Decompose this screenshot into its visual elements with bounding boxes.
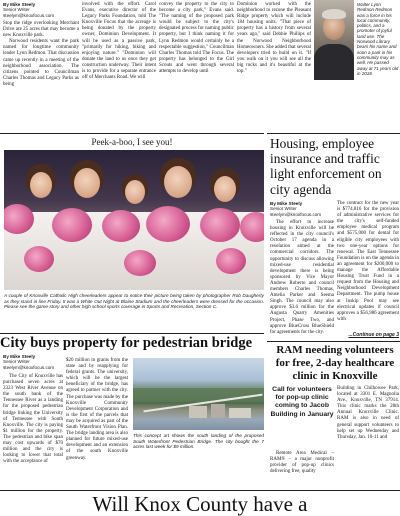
divider-right-top xyxy=(267,133,400,134)
pedestrian-headline: City buys property for pedestrian bridge xyxy=(0,335,253,351)
park-para1: Stop the ridge overlooking Merchant Drive are 25 acres that may become a new Knoxville park. xyxy=(3,21,79,39)
park-col1 xyxy=(3,21,79,88)
pedestrian-col1: The City of Knoxville has purchased seven acres at 2323 West River Avenue on the south bank of the Tennessee River as a landing for the proposed pedestrian bridge linking the University of Tennessee with South Knoxville. The city is paying $1 million for the property. The pedestrian and bike span may cost upwards of $70 million and the city is looking to lower that total with the acceptance of xyxy=(3,374,63,465)
housing-col2: The contract for the new year is $774,816 for the provision of administrative services for the city's self-funded employee medical program and $575,000 for dental for eligible city employees with two one-year options for renewal. The East Tennessee Foundation is on the agenda in an agreement for $200,000 to manage the Affordable Housing Trust Fund in a request from the Housing and Neighborhood Development Department. The pump house at Inskip Pool may see electrical updates if council approves a $56,986 agreement with xyxy=(337,201,399,322)
byline-name: By Mike Steely xyxy=(3,2,36,7)
ram-col2: Building in Chilhowee Park, located at 3301 E. Magnolia Ave., Knoxville, TN 37914. This clinic marks the 28th Annual Knoxville Clinic. RAM is also in need of general support volunteers to help set up Wednesday and Thursday, Jan. 10-11 and xyxy=(337,386,399,440)
park-para2: Norwood residents want the park named for longtime community leader Lynn Redmon. That discussion came up recently in a meeting of the neighborhood association. The citizens pointed to Councilman Charles Thomas and Legacy Parks as being xyxy=(3,39,79,87)
housing-col1: The effort to increase housing in Knoxville will be reflected in the city council's October 17 agenda in a resolution aimed at the commercial corridors. The opportunity to discuss allowing mixed-use residential development there is being sponsored by Vice Mayor Andrew Roberto and council members Charles Thomas, Amelia Parker and Seema Singh. The council may also approve $3.6 million for the Augusta Quarry Amenities Project, Phase Two, and approve BlueCross BlueShield for agreements for the city. xyxy=(270,220,334,335)
redmon-caption: Walter Lynn Redmon Redmon was a force in his local community, politics, and a promoter of joyful land use. The Norwood Library bears his name and soon a park in his community may as well. He passed away at 71 years old in 2018. xyxy=(357,2,399,76)
park-col4: Dominion worked with the neighborhood to rezone the Pleasant Ridge property which will include 184 housing units. "That piece of property has a history from several years ago," said Debbie Phillips of the Norwood Neighborhood Homeowners. She added that several developers tried to build on it. "If you walk on it you will see all the big rocks and it's beautiful at the top." xyxy=(237,2,312,75)
pedestrian-col2: $20 million in grants from the state and by reapplying for federal grants. The university, which will be the largest beneficiary of the bridge, has agreed to partner with the city. The purchase was made by the Knoxville Community Development Corporation and is the first of the parcels that may be acquired as part of the South Waterfront Vision Plan. The bridge landing area is also planned for future mixed-use development and an extension of the south Knoxville greenway. xyxy=(66,358,128,461)
south-landing-concept-photo xyxy=(133,358,264,430)
ram-col1: Remote Area Medical – RAM® – a major nonprofit provider of pop-up clinics delivering free, quality xyxy=(270,451,334,475)
divider-right-ram xyxy=(267,341,400,342)
divider-top xyxy=(0,133,264,134)
byline-email: steelym@knoxfocus.com xyxy=(3,12,55,18)
ram-headline: RAM needing volunteers for free, 2-day healthcare clinic in Knoxville xyxy=(275,344,395,382)
park-col3: convey the property to the city to become a city park," Evans said. "The naming of the proposed park would be subject to the city's designated process for naming public property, but I think naming it for Lynn Redmon would certainly be a respectable suggestion," Councilman Charles Thomas told The Focus. The property has belonged to the Girl Scouts and went through several attempts to develop until xyxy=(159,2,234,75)
peekaboo-headline: Peek-a-boo, I see you! xyxy=(91,137,173,147)
housing-byline xyxy=(270,201,334,217)
byline-name: By Mike Steely xyxy=(270,201,303,206)
continue-link[interactable]: ...Continue on page 3 xyxy=(348,332,399,338)
park-byline xyxy=(3,2,81,18)
byline-email: steelym@knoxfocus.com xyxy=(3,364,55,370)
housing-headline: Housing, employee insurance and traffic light enforcement on city agenda xyxy=(270,136,382,197)
peekaboo-caption: A couple of Knoxville Catholic High cheerleaders appear to notice their picture being taken by photographer Rob Daugherty as they stand in line Friday. It was a White Out Night at Blaine Stadium and the cheerleaders were dressed for the occasion. Please see the game story and other high school sports coverage in Sports and Recreation, Section C. xyxy=(4,293,264,310)
byline-name: By Mike Steely xyxy=(3,354,36,359)
bottom-headline: Will Knox County have a xyxy=(92,492,308,516)
byline-email: steelym@knoxfocus.com xyxy=(270,211,322,217)
pedestrian-byline xyxy=(3,354,73,370)
divider-mid xyxy=(0,333,264,334)
park-col2: involved with the effort. Carol Evans, executive director of the Legacy Parks Foundation, told The Knoxville Focus that the acreage is being donated by the property owner, Dominion Development. It will be used as a passive park, "primarily for hiking, biking and enjoying nature." "Dominion will donate the land to us once they get construction underway. Their intent is to provide for a separate entrance off of Merchants Road. We will xyxy=(82,2,156,81)
south-landing-caption: This concept art shows the south landing of the proposed South Waterfront Pedestrian Bridge. The city bought the 7 acres last week for $9 million. xyxy=(133,433,264,450)
byline-title: Senior Writer xyxy=(270,206,297,212)
divider-bottom xyxy=(0,490,400,491)
byline-title: Senior Writer xyxy=(3,7,30,13)
redmon-portrait-photo xyxy=(314,0,354,80)
byline-title: Senior Writer xyxy=(3,359,30,365)
cheerleaders-photo xyxy=(4,150,264,290)
ram-callout: Call for volunteers for pop-up clinic coming to Jacob Building in January xyxy=(270,386,334,418)
